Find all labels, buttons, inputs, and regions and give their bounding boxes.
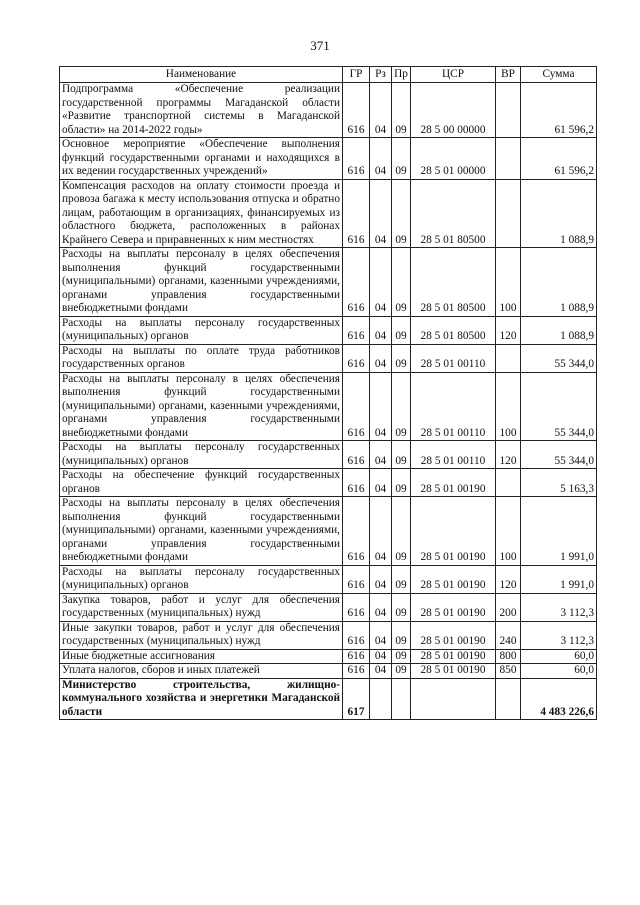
cell-rz: 04	[370, 565, 392, 593]
cell-sum: 1 991,0	[521, 565, 597, 593]
cell-gr: 616	[343, 316, 370, 344]
table-row	[60, 469, 597, 497]
cell-rz: 04	[370, 441, 392, 469]
table-row	[60, 593, 597, 621]
cell-gr: 616	[343, 344, 370, 372]
cell-csr: 28 5 01 00190	[411, 621, 496, 649]
table-row	[60, 497, 597, 566]
cell-sum: 1 991,0	[521, 497, 597, 566]
cell-pr: 09	[392, 372, 411, 441]
cell-name: Расходы на выплаты по оплате труда работников государственных органов	[60, 344, 343, 372]
cell-csr	[411, 678, 496, 720]
cell-gr: 616	[343, 497, 370, 566]
cell-gr: 616	[343, 664, 370, 679]
cell-pr: 09	[392, 565, 411, 593]
cell-rz: 04	[370, 372, 392, 441]
cell-rz	[370, 678, 392, 720]
cell-gr: 616	[343, 138, 370, 180]
cell-sum: 5 163,3	[521, 469, 597, 497]
cell-sum: 61 596,2	[521, 138, 597, 180]
cell-gr: 617	[343, 678, 370, 720]
cell-pr: 09	[392, 83, 411, 138]
cell-name: Расходы на выплаты персоналу государственных (муниципальных) органов	[60, 441, 343, 469]
cell-sum: 60,0	[521, 649, 597, 664]
cell-gr: 616	[343, 565, 370, 593]
cell-pr: 09	[392, 664, 411, 679]
table-row	[60, 441, 597, 469]
cell-pr: 09	[392, 621, 411, 649]
cell-vr: 100	[496, 372, 521, 441]
cell-rz: 04	[370, 469, 392, 497]
page-number: 371	[310, 38, 330, 53]
cell-gr: 616	[343, 83, 370, 138]
cell-rz: 04	[370, 649, 392, 664]
cell-vr: 120	[496, 441, 521, 469]
cell-vr	[496, 344, 521, 372]
cell-pr: 09	[392, 344, 411, 372]
cell-sum: 61 596,2	[521, 83, 597, 138]
cell-pr: 09	[392, 469, 411, 497]
cell-sum: 55 344,0	[521, 372, 597, 441]
cell-vr	[496, 678, 521, 720]
cell-rz: 04	[370, 344, 392, 372]
cell-rz: 04	[370, 621, 392, 649]
cell-pr: 09	[392, 316, 411, 344]
cell-name: Расходы на выплаты персоналу в целях обеспечения выполнения функций государственными (муниципальными) органами, казенными учреждениями, органами управления государственными внебюджетными фондами	[60, 497, 343, 566]
cell-vr	[496, 138, 521, 180]
cell-pr	[392, 678, 411, 720]
cell-gr: 616	[343, 593, 370, 621]
cell-vr	[496, 83, 521, 138]
cell-name: Компенсация расходов на оплату стоимости проезда и провоза багажа к месту использования отпуска и обратно лицам, работающим в организациях, финансируемых из областного бюджета, расположенных в районах Крайнего Севера и приравненных к ним местностях	[60, 179, 343, 248]
cell-vr: 850	[496, 664, 521, 679]
cell-name: Расходы на выплаты персоналу в целях обеспечения выполнения функций государственными (муниципальными) органами, казенными учреждениями, органами управления государственными внебюджетными фондами	[60, 248, 343, 317]
cell-name: Расходы на обеспечение функций государственных органов	[60, 469, 343, 497]
cell-name: Закупка товаров, работ и услуг для обеспечения государственных (муниципальных) нужд	[60, 593, 343, 621]
cell-rz: 04	[370, 83, 392, 138]
cell-name: Подпрограмма «Обеспечение реализации государственной программы Магаданской области «Развитие транспортной системы в Магаданской области» на 2014-2022 годы»	[60, 83, 343, 138]
cell-vr	[496, 179, 521, 248]
cell-vr: 240	[496, 621, 521, 649]
cell-sum: 1 088,9	[521, 179, 597, 248]
table-row	[60, 565, 597, 593]
table-row	[60, 372, 597, 441]
cell-csr: 28 5 01 00190	[411, 649, 496, 664]
cell-gr: 616	[343, 372, 370, 441]
header-pr: Пр	[392, 67, 411, 83]
cell-name: Иные бюджетные ассигнования	[60, 649, 343, 664]
table-body	[60, 83, 597, 720]
cell-rz: 04	[370, 316, 392, 344]
budget-table	[59, 66, 597, 720]
cell-pr: 09	[392, 179, 411, 248]
table-row	[60, 621, 597, 649]
cell-name: Иные закупки товаров, работ и услуг для обеспечения государственных (муниципальных) нужд	[60, 621, 343, 649]
cell-sum: 55 344,0	[521, 441, 597, 469]
cell-pr: 09	[392, 441, 411, 469]
header-sum: Сумма	[521, 67, 597, 83]
cell-vr: 800	[496, 649, 521, 664]
cell-name: Расходы на выплаты персоналу государственных (муниципальных) органов	[60, 565, 343, 593]
cell-csr: 28 5 01 00110	[411, 441, 496, 469]
cell-vr	[496, 469, 521, 497]
table-row	[60, 678, 597, 720]
cell-name: Уплата налогов, сборов и иных платежей	[60, 664, 343, 679]
cell-csr: 28 5 01 00190	[411, 593, 496, 621]
cell-name: Министерство строительства, жилищно-коммунального хозяйства и энергетики Магаданской области	[60, 678, 343, 720]
table-row	[60, 664, 597, 679]
table-row	[60, 138, 597, 180]
cell-gr: 616	[343, 179, 370, 248]
cell-rz: 04	[370, 593, 392, 621]
cell-name: Расходы на выплаты персоналу в целях обеспечения выполнения функций государственными (муниципальными) органами, казенными учреждениями, органами управления государственными внебюджетными фондами	[60, 372, 343, 441]
cell-pr: 09	[392, 248, 411, 317]
cell-gr: 616	[343, 469, 370, 497]
cell-vr: 120	[496, 316, 521, 344]
cell-vr: 100	[496, 497, 521, 566]
cell-csr: 28 5 00 00000	[411, 83, 496, 138]
cell-pr: 09	[392, 593, 411, 621]
cell-gr: 616	[343, 621, 370, 649]
table-row	[60, 179, 597, 248]
cell-csr: 28 5 01 80500	[411, 179, 496, 248]
cell-pr: 09	[392, 138, 411, 180]
cell-sum: 60,0	[521, 664, 597, 679]
cell-csr: 28 5 01 00190	[411, 664, 496, 679]
cell-sum: 1 088,9	[521, 248, 597, 317]
cell-sum: 3 112,3	[521, 593, 597, 621]
table-row	[60, 83, 597, 138]
cell-name: Расходы на выплаты персоналу государственных (муниципальных) органов	[60, 316, 343, 344]
cell-rz: 04	[370, 138, 392, 180]
cell-csr: 28 5 01 00190	[411, 565, 496, 593]
cell-pr: 09	[392, 497, 411, 566]
header-rz: Рз	[370, 67, 392, 83]
cell-rz: 04	[370, 179, 392, 248]
cell-sum: 55 344,0	[521, 344, 597, 372]
cell-csr: 28 5 01 00110	[411, 372, 496, 441]
cell-csr: 28 5 01 80500	[411, 248, 496, 317]
cell-csr: 28 5 01 00000	[411, 138, 496, 180]
cell-gr: 616	[343, 248, 370, 317]
cell-vr: 120	[496, 565, 521, 593]
cell-csr: 28 5 01 00110	[411, 344, 496, 372]
cell-pr: 09	[392, 649, 411, 664]
cell-vr: 200	[496, 593, 521, 621]
table-row	[60, 316, 597, 344]
cell-sum: 3 112,3	[521, 621, 597, 649]
cell-rz: 04	[370, 497, 392, 566]
cell-sum: 1 088,9	[521, 316, 597, 344]
cell-name: Основное мероприятие «Обеспечение выполнения функций государственными органами и находящихся в их ведении государственных учреждений»	[60, 138, 343, 180]
header-name: Наименование	[60, 67, 343, 83]
cell-csr: 28 5 01 00190	[411, 497, 496, 566]
cell-csr: 28 5 01 80500	[411, 316, 496, 344]
cell-csr: 28 5 01 00190	[411, 469, 496, 497]
table-row	[60, 248, 597, 317]
cell-rz: 04	[370, 664, 392, 679]
table-header-row	[60, 67, 597, 83]
header-gr: ГР	[343, 67, 370, 83]
cell-rz: 04	[370, 248, 392, 317]
cell-gr: 616	[343, 649, 370, 664]
cell-vr: 100	[496, 248, 521, 317]
table-row	[60, 649, 597, 664]
header-csr: ЦСР	[411, 67, 496, 83]
cell-sum: 4 483 226,6	[521, 678, 597, 720]
table-row	[60, 344, 597, 372]
header-vr: ВР	[496, 67, 521, 83]
cell-gr: 616	[343, 441, 370, 469]
